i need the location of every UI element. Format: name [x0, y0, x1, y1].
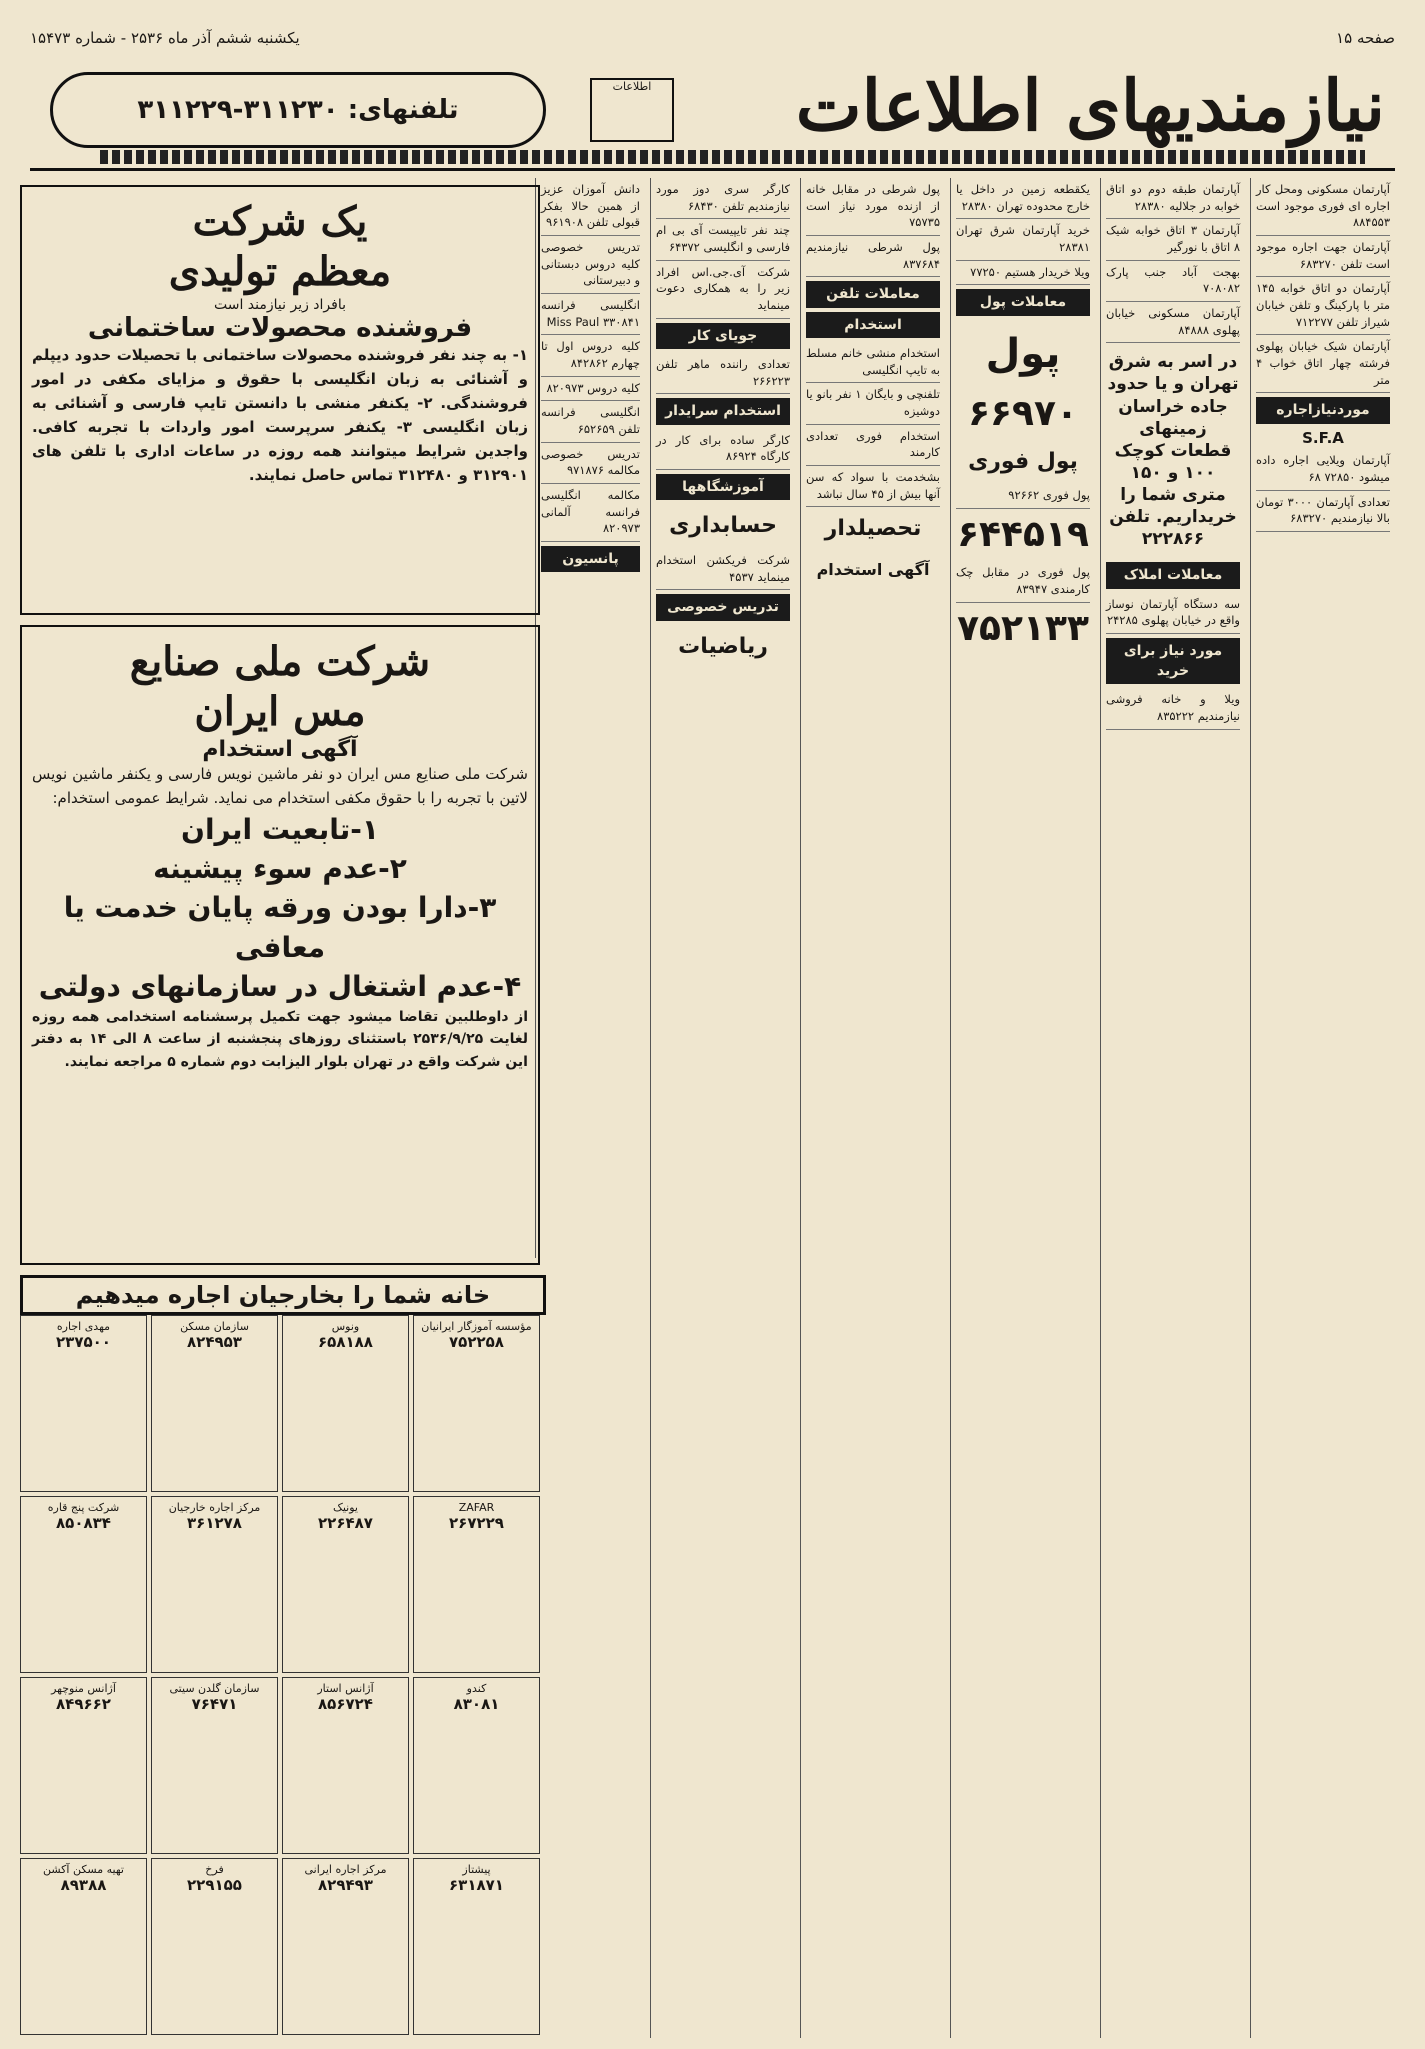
box-text: ۱- به چند نفر فروشنده محصولات ساختمانی با تحصیلات حدود دیپلم و آشنائی به زبان انگلیسی با حقوق و مزایای مکفی در امور فروشندگی. ۲- یکنفر منشی با دانستن تایپ فارسی و آشنائی به زبان انگلیسی ۳- یکنفر سرپرست امور واردات با تجربه کافی. واجدین شرایط میتوانند همه روزه در ساعات اداری با تلفن های ۳۱۲۹۰۱ و ۳۱۲۴۸۰ تماس حاصل نمایند.: [32, 346, 528, 484]
ad-item: آپارتمان جهت اجاره موجود است تلفن ۶۸۳۲۷۰: [1256, 236, 1390, 277]
featured-ad: پول فوری: [968, 448, 1078, 474]
ad-item: آپارتمان ویلایی اجاره داده میشود ۷۲۸۵۰ ۶۸: [1256, 449, 1390, 490]
page-number: صفحه ۱۵: [1336, 29, 1395, 47]
rental-banner: خانه شما را بخارجیان اجاره میدهیم: [20, 1275, 546, 1315]
ad-item: شرکت فریکشن استخدام مینماید ۴۵۳۷: [656, 549, 790, 590]
ad-item: خرید آپارتمان شرق تهران ۲۸۳۸۱: [956, 219, 1090, 260]
ad-item: یکقطعه زمین در داخل یا خارج محدوده تهران ۲۸۳۸۰: [956, 178, 1090, 219]
rental-agencies-grid: [20, 1315, 540, 2035]
ad-item: چند نفر تایپیست آی بی ام فارسی و انگلیسی ۶۴۳۷۲: [656, 219, 790, 260]
agency-phone: ۳۶۱۲۷۸: [187, 1514, 242, 1532]
agency-phone: ۸۵۰۸۳۴: [56, 1514, 111, 1532]
agency-phone: ۲۲۶۴۸۷: [318, 1514, 373, 1532]
agency-ad: [282, 1677, 409, 1854]
phone-numbers: تلفنهای: ۳۱۱۲۳۰-۳۱۱۲۲۹: [50, 72, 546, 148]
featured-ad: پول: [985, 330, 1061, 377]
top-line: [30, 28, 1395, 48]
requirement-item: ۱-تابعیت ایران: [181, 813, 379, 846]
ad-item: بشخدمت با سواد که سن آنها بیش از ۴۵ سال نباشد: [806, 466, 940, 507]
ad-item: کلیه دروس ۸۲۰۹۷۳: [541, 377, 640, 402]
agency-phone: ۸۴۹۶۶۲: [56, 1695, 111, 1713]
ad-item: دانش آموزان عزیز از همین حالا بفکر قبولی تلفن ۹۶۱۹۰۸: [541, 178, 640, 236]
section-header: استخدام سرایدار: [656, 398, 790, 424]
requirement-item: ۴-عدم اشتغال در سازمانهای دولتی: [38, 969, 522, 1003]
agency-name: آژانس منوچهر: [51, 1682, 116, 1695]
agency-ad: [151, 1858, 278, 2035]
agency-name: تهیه مسکن آکشن: [43, 1863, 124, 1876]
agency-name: پیشتاز: [462, 1863, 491, 1876]
box-text: شرکت ملی صنایع مس ایران دو نفر ماشین نویس فارسی و یکنفر ماشین نویس لاتین با تجربه را با حقوق مکفی استخدام می نماید. شرایط عمومی استخدام:: [32, 765, 528, 807]
agency-name: مرکز اجاره ایرانی: [304, 1863, 387, 1876]
agency-phone: ۷۵۲۲۵۸: [449, 1333, 504, 1351]
agency-name: ZAFAR: [458, 1501, 495, 1514]
agency-name: یونیک: [333, 1501, 358, 1514]
agency-ad: [151, 1677, 278, 1854]
box-title: معظم تولیدی: [168, 248, 392, 295]
section-header: معاملات املاک: [1106, 562, 1240, 588]
requirement-item: ۲-عدم سوء پیشینه: [153, 852, 407, 886]
agency-name: شرکت پنج قاره: [47, 1501, 120, 1514]
agency-ad: [413, 1858, 540, 2035]
column-2: [1100, 178, 1245, 2038]
column-3: [950, 178, 1095, 2038]
box-heading: فروشنده محصولات ساختمانی: [87, 313, 473, 343]
box-subtitle: بافراد زیر نیازمند است: [213, 297, 347, 313]
ad-item: تعدادی راننده ماهر تلفن ۲۶۶۲۲۳: [656, 353, 790, 394]
agency-ad: [151, 1315, 278, 1492]
ornament-rule: [100, 150, 1365, 164]
featured-ad: آگهی استخدام: [816, 559, 930, 579]
phone-number: ۶۴۴۵۱۹: [957, 514, 1089, 556]
logo: اطلاعات: [590, 78, 674, 142]
section-header: معاملات تلفن: [806, 281, 940, 307]
agency-ad: [282, 1858, 409, 2035]
ad-item: پول فوری در مقابل چک کارمندی ۸۳۹۴۷: [956, 561, 1090, 602]
section-header: معاملات پول: [956, 289, 1090, 315]
box-footer: از داوطلبین تقاضا میشود جهت تکمیل پرسشنامه استخدامی همه روزه لغایت ۲۵۳۶/۹/۲۵ باستثنای روزهای پنجشنبه از ساعت ۸ الی ۱۴ به دفتر این شرکت واقع در تهران بلوار الیزابت دوم شماره ۵ مراجعه نمایند.: [32, 1008, 528, 1070]
ad-item: پول فوری ۹۲۶۶۲: [956, 484, 1090, 509]
featured-ad: تحصیلدار: [824, 516, 922, 542]
ad-item: آپارتمان شیک خیابان پهلوی فرشته چهار اتاق خواب ۴ متر: [1256, 335, 1390, 393]
ad-item: تلفنچی و بایگان ۱ نفر بانو یا دوشیزه: [806, 383, 940, 424]
agency-ad: [282, 1315, 409, 1492]
ad-item: تدریس خصوصی مکالمه ۹۷۱۸۷۶: [541, 443, 640, 484]
ad-item: شرکت آی.جی.اس افراد زیر را به همکاری دعوت مینماید: [656, 261, 790, 319]
agency-ad: [20, 1315, 147, 1492]
agency-ad: [20, 1858, 147, 2035]
agency-name: مؤسسه آموزگار ایرانیان: [421, 1320, 532, 1333]
section-header: جویای کار: [656, 323, 790, 349]
agency-phone: ۸۵۶۷۲۴: [318, 1695, 373, 1713]
agency-name: فرخ: [205, 1863, 224, 1876]
section-header: تدریس خصوصی: [656, 594, 790, 620]
agency-phone: ۸۲۹۴۹۳: [318, 1876, 373, 1894]
agency-phone: ۶۳۱۸۷۱: [449, 1876, 504, 1894]
agency-name: کندو: [466, 1682, 487, 1695]
ad-item: آپارتمان ۳ اتاق خوابه شیک ۸ اتاق با نورگیر: [1106, 219, 1240, 260]
agency-name: سازمان گلدن سیتی: [169, 1682, 260, 1695]
section-subtitle: S.F.A: [1302, 428, 1344, 447]
phone-number: ۷۵۲۱۳۳: [957, 607, 1089, 649]
ad-item: تدریس خصوصی کلیه دروس دبستانی و دبیرستانی: [541, 236, 640, 294]
agency-name: ونوس: [331, 1320, 360, 1333]
ad-item: سه دستگاه آپارتمان نوساز واقع در خیابان پهلوی ۲۴۲۸۵: [1106, 593, 1240, 634]
featured-ad: در اسر به شرق تهران و یا حدود جاده خراسان زمینهای قطعات کوچک ۱۰۰ و ۱۵۰ متری شما را خریداریم. تلفن ۲۲۲۸۶۶: [1107, 352, 1239, 550]
requirement-item: ۳-دارا بودن ورقه پایان خدمت یا معافی: [63, 891, 497, 964]
ad-item: آپارتمان طبقه دوم دو اتاق خوابه در جلالیه ۲۸۳۸۰: [1106, 178, 1240, 219]
column-4: [800, 178, 945, 2038]
section-header: موردنیازاجاره: [1256, 397, 1390, 423]
ad-item: ویلا و خانه فروشی نیازمندیم ۸۳۵۲۲۲: [1106, 688, 1240, 729]
phone-number: ۶۶۹۷۰: [968, 392, 1078, 434]
agency-phone: ۸۳۰۸۱: [453, 1695, 500, 1713]
column-6: [535, 178, 645, 1258]
ad-item: آپارتمان مسکونی ومحل کار اجاره ای فوری موجود است ۸۸۴۵۵۳: [1256, 178, 1390, 236]
ad-item: انگلیسی فرانسه Miss Paul ۳۳۰۸۴۱: [541, 294, 640, 335]
ad-item: کلیه دروس اول تا چهارم ۸۴۲۸۶۲: [541, 335, 640, 376]
column-5: [650, 178, 795, 2038]
masthead-title: نیازمندیهای اطلاعات: [795, 64, 1385, 147]
box-subtitle: آگهی استخدام: [202, 737, 358, 762]
ad-item: کارگر سری دوز مورد نیازمندیم تلفن ۶۸۴۳۰: [656, 178, 790, 219]
ad-item: استخدام منشی خانم مسلط به تایپ انگلیسی: [806, 342, 940, 383]
ad-item: پول شرطی نیازمندیم ۸۳۷۶۸۴: [806, 236, 940, 277]
ad-item: بهجت آباد جنب پارک ۷۰۸۰۸۲: [1106, 261, 1240, 302]
agency-ad: [413, 1677, 540, 1854]
agency-phone: ۸۹۳۸۸: [60, 1876, 107, 1894]
ad-item: استخدام فوری تعدادی کارمند: [806, 425, 940, 466]
agency-ad: [151, 1496, 278, 1673]
agency-phone: ۷۶۴۷۱: [191, 1695, 238, 1713]
ad-item: مکالمه انگلیسی فرانسه آلمانی ۸۲۰۹۷۳: [541, 484, 640, 542]
agency-name: مرکز اجاره خارجیان: [168, 1501, 261, 1514]
agency-name: سازمان مسکن: [180, 1320, 249, 1333]
featured-ad: ریاضیات: [678, 633, 768, 659]
ad-item: تعدادی آپارتمان ۳۰۰۰ تومان بالا نیازمندیم ۶۸۳۲۷۰: [1256, 491, 1390, 532]
agency-phone: ۲۲۹۱۵۵: [187, 1876, 242, 1894]
agency-name: آژانس استار: [317, 1682, 374, 1695]
box-title: شرکت ملی صنایع: [129, 638, 431, 685]
column-1: [1250, 178, 1395, 2038]
ad-item: انگلیسی فرانسه تلفن ۶۵۲۶۵۹: [541, 401, 640, 442]
agency-phone: ۸۲۴۹۵۳: [187, 1333, 242, 1351]
ad-item: آپارتمان مسکونی خیابان پهلوی ۸۴۸۸۸: [1106, 302, 1240, 343]
agency-phone: ۶۵۸۱۸۸: [318, 1333, 373, 1351]
section-header: استخدام: [806, 312, 940, 338]
section-header: مورد نیاز برای خرید: [1106, 638, 1240, 685]
copper-company-ad-box: [20, 625, 540, 1265]
agency-phone: ۲۳۷۵۰۰: [56, 1333, 111, 1351]
agency-ad: [282, 1496, 409, 1673]
featured-ad: حسابداری: [669, 513, 777, 539]
date-line: یکشنبه ششم آذر ماه ۲۵۳۶ - شماره ۱۵۴۷۳: [30, 29, 300, 47]
agency-phone: ۲۶۷۲۲۹: [449, 1514, 504, 1532]
agency-name: مهدی اجاره: [56, 1320, 111, 1333]
ad-item: پول شرطی در مقابل خانه از ازنده مورد نیاز است ۷۵۷۳۵: [806, 178, 940, 236]
agency-ad: [413, 1315, 540, 1492]
box-title: مس ایران: [194, 688, 366, 735]
section-header: آموزشگاهها: [656, 474, 790, 500]
company-ad-box: [20, 185, 540, 615]
ad-item: کارگر ساده برای کار در کارگاه ۸۶۹۲۴: [656, 429, 790, 470]
agency-ad: [413, 1496, 540, 1673]
box-title: یک شرکت: [192, 198, 368, 245]
ad-item: آپارتمان دو اتاق خوابه ۱۴۵ متر با پارکینگ و تلفن خیابان شیراز تلفن ۷۱۲۲۷۷: [1256, 277, 1390, 335]
section-header: پانسیون: [541, 546, 640, 572]
ad-item: ویلا خریدار هستیم ۷۷۲۵۰: [956, 261, 1090, 286]
masthead-banner: [30, 58, 1395, 171]
agency-ad: [20, 1496, 147, 1673]
agency-ad: [20, 1677, 147, 1854]
